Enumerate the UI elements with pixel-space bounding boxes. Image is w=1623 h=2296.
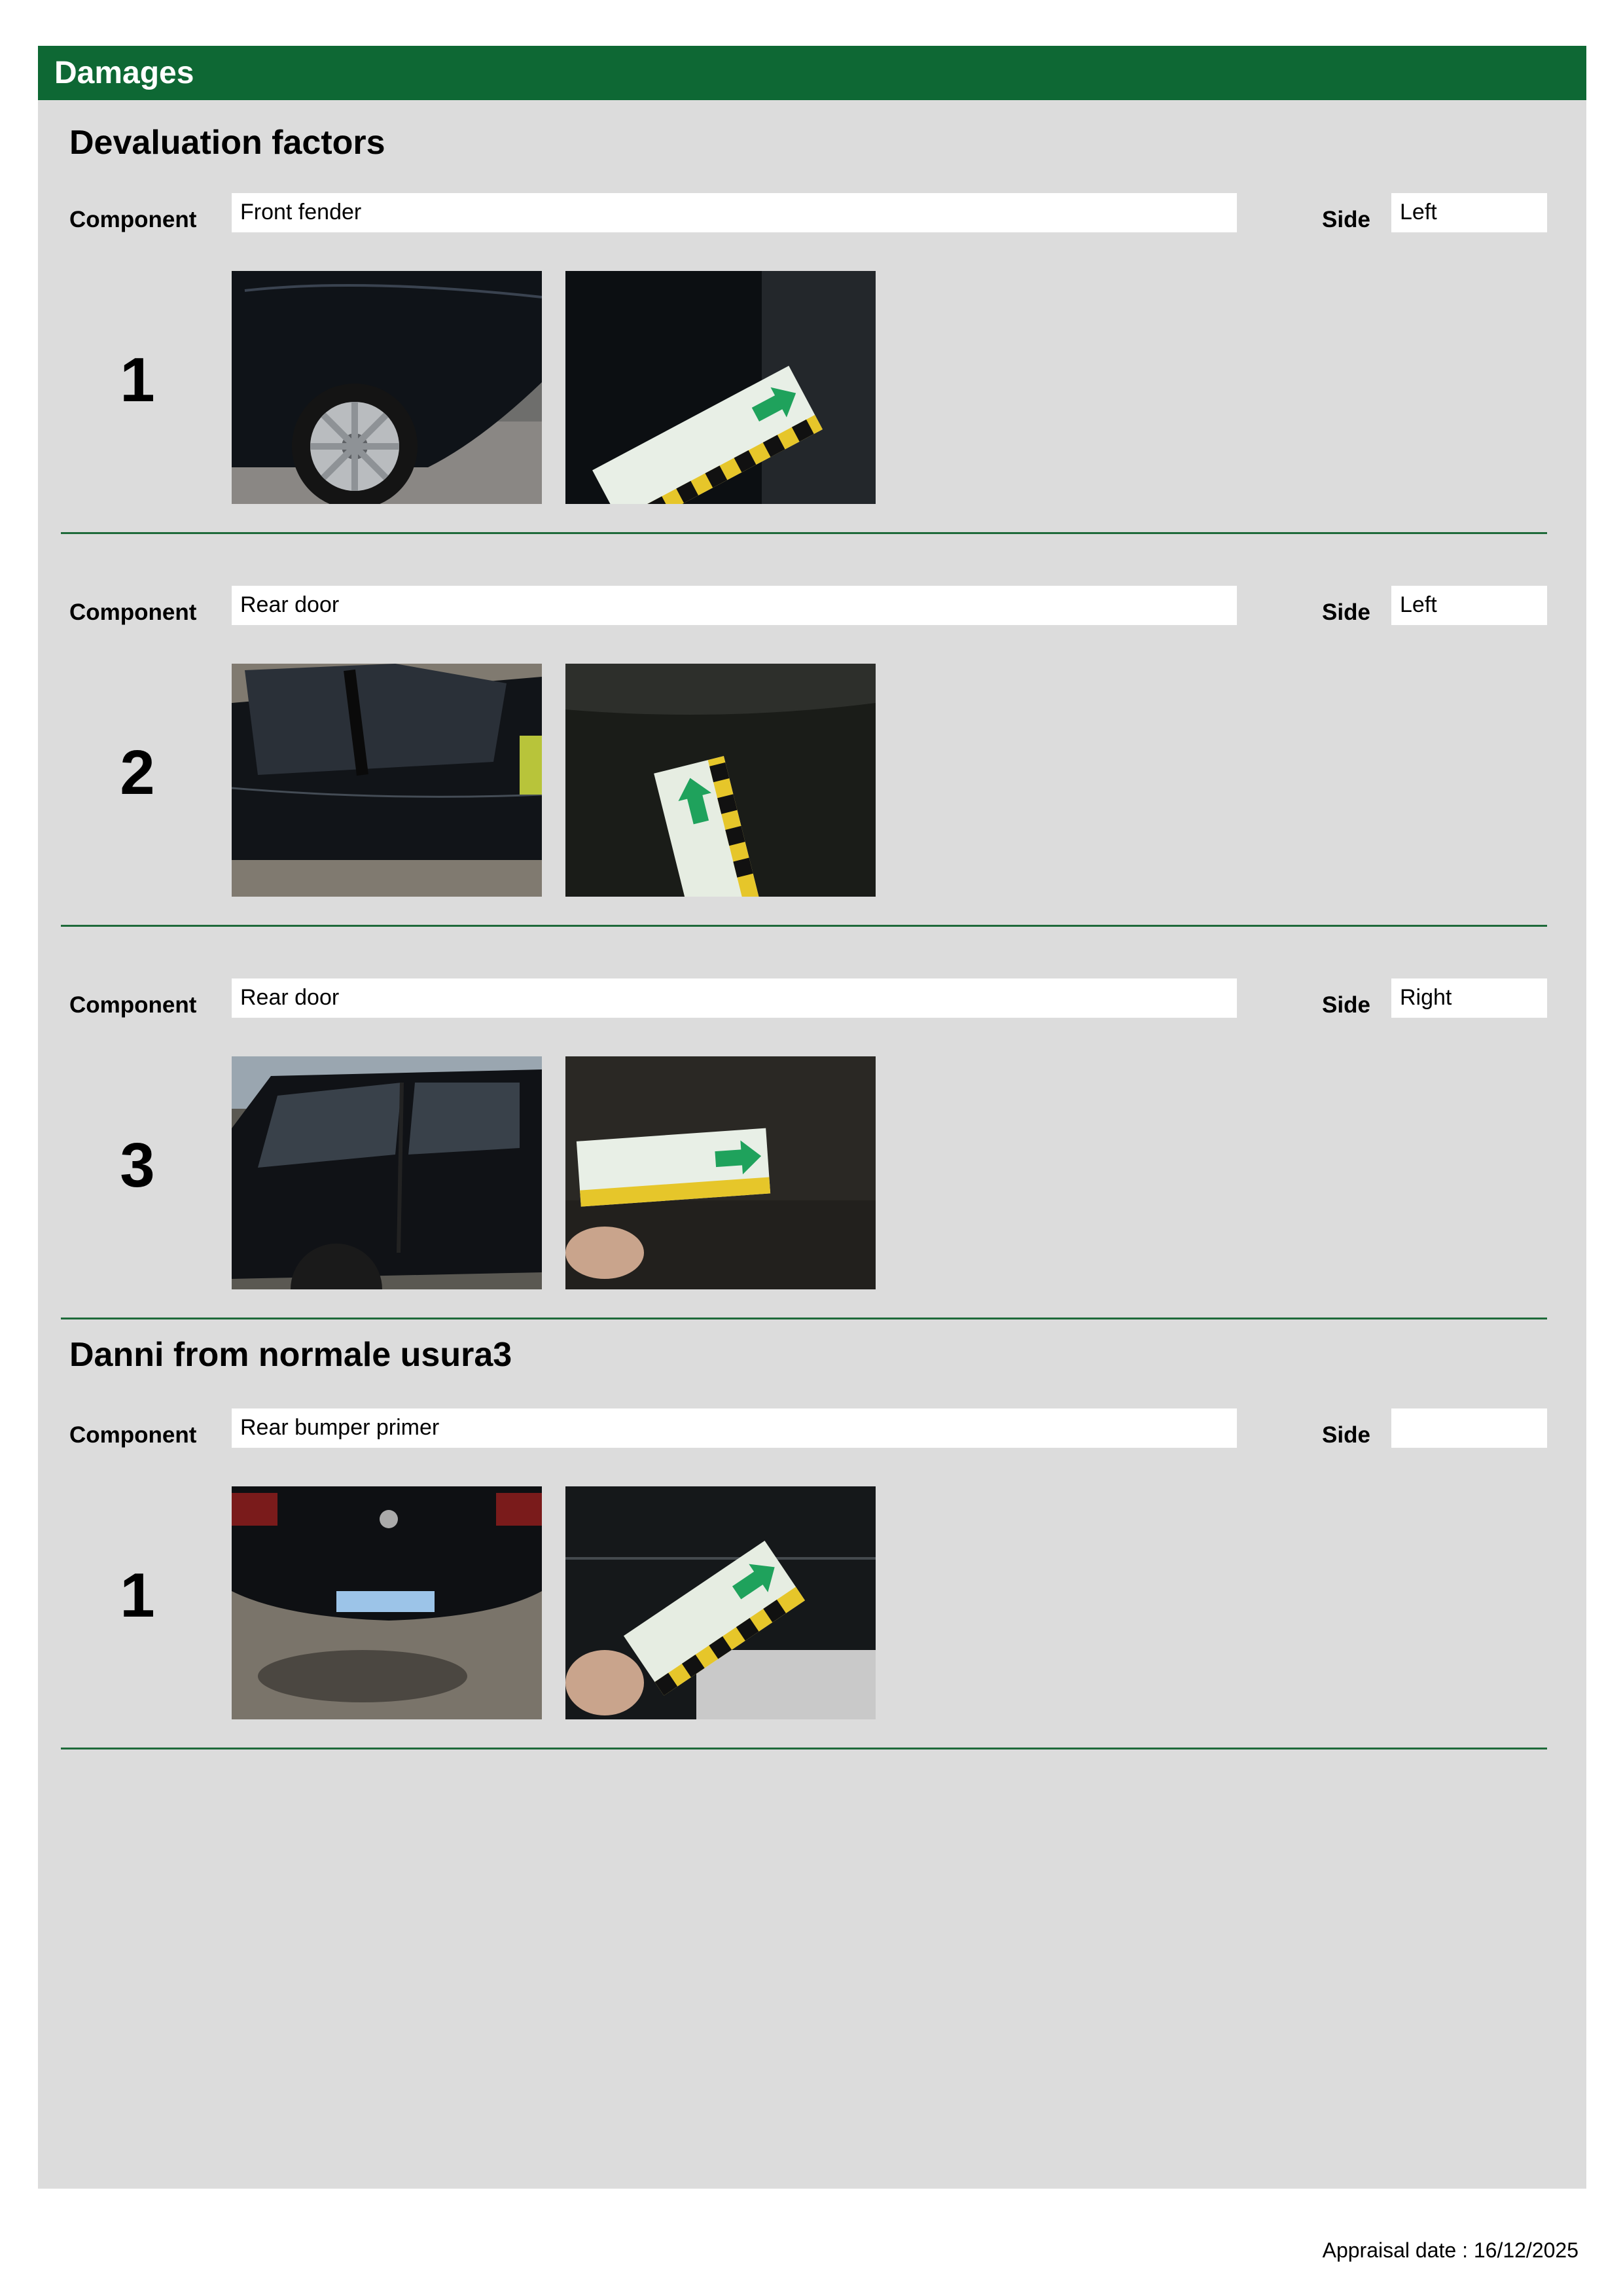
component-label: Component — [69, 207, 197, 232]
component-label: Component — [69, 992, 197, 1018]
side-label: Side — [1322, 992, 1370, 1018]
component-label: Component — [69, 600, 197, 625]
rear-door-left-overview-photo[interactable] — [232, 664, 542, 897]
rear-door-right-scale-closeup-photo[interactable] — [565, 1056, 876, 1289]
side-field: Right — [1391, 978, 1547, 1018]
header-bar — [38, 46, 1586, 100]
divider — [61, 1748, 1547, 1749]
side-field: Left — [1391, 586, 1547, 625]
side-field: Left — [1391, 193, 1547, 232]
side-label: Side — [1322, 1422, 1370, 1448]
damage-number: 2 — [120, 738, 155, 808]
side-label: Side — [1322, 207, 1370, 232]
divider — [61, 925, 1547, 927]
rear-bumper-scale-closeup-photo[interactable] — [565, 1486, 876, 1719]
side-field — [1391, 1408, 1547, 1448]
divider — [61, 1318, 1547, 1319]
component-field: Front fender — [232, 193, 1237, 232]
component-label: Component — [69, 1422, 197, 1448]
rear-bumper-overview-photo[interactable] — [232, 1486, 542, 1719]
component-field: Rear door — [232, 586, 1237, 625]
component-field: Rear door — [232, 978, 1237, 1018]
component-field: Rear bumper primer — [232, 1408, 1237, 1448]
appraisal-date: Appraisal date : 16/12/2025 — [1322, 2238, 1578, 2262]
damage-number: 1 — [120, 345, 155, 415]
page-title: Damages — [54, 56, 194, 90]
front-fender-overview-photo[interactable] — [232, 271, 542, 504]
front-fender-scale-closeup-photo[interactable] — [565, 271, 876, 504]
rear-door-left-scale-closeup-photo[interactable] — [565, 664, 876, 897]
section-title-wear: Danni from normale usura3 — [69, 1336, 512, 1374]
damage-number: 3 — [120, 1130, 155, 1200]
rear-door-right-overview-photo[interactable] — [232, 1056, 542, 1289]
side-label: Side — [1322, 600, 1370, 625]
section-title-devaluation: Devaluation factors — [69, 124, 385, 162]
damage-number: 1 — [120, 1560, 155, 1630]
divider — [61, 532, 1547, 534]
damages-panel — [38, 46, 1586, 2189]
